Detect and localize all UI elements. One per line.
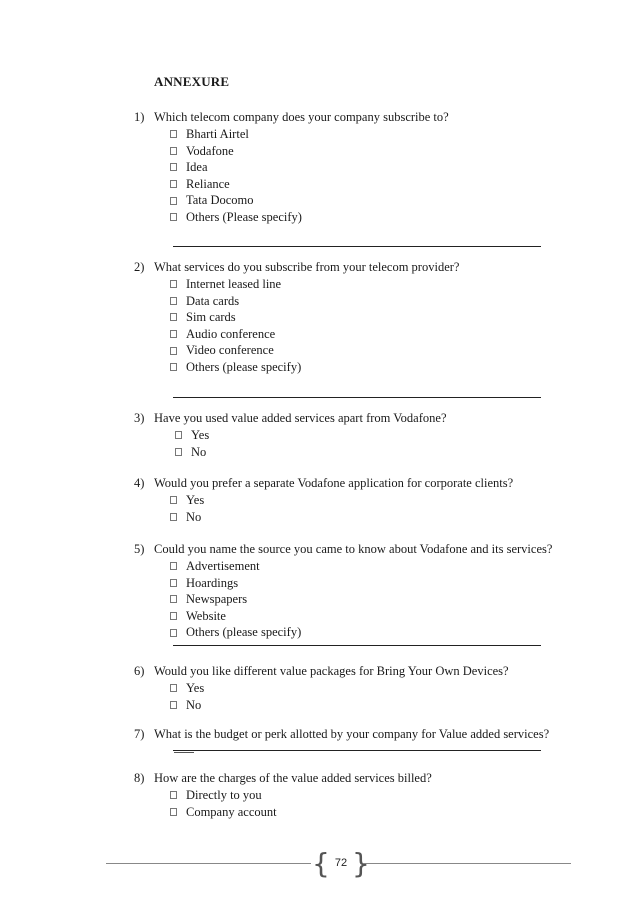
checkbox-icon[interactable] xyxy=(170,313,177,321)
checkbox-icon[interactable] xyxy=(170,147,177,155)
options-q5 xyxy=(170,558,301,641)
option-label: No xyxy=(186,697,202,712)
option[interactable] xyxy=(170,159,302,176)
option[interactable] xyxy=(170,680,204,697)
option-label: Website xyxy=(186,608,226,623)
option[interactable] xyxy=(170,342,301,359)
question-4 xyxy=(134,476,513,491)
checkbox-icon[interactable] xyxy=(170,684,177,692)
option-label: Sim cards xyxy=(186,310,236,325)
answer-line-stub xyxy=(174,752,194,753)
question-number: 2) xyxy=(134,260,145,274)
answer-line[interactable] xyxy=(173,246,541,247)
option[interactable] xyxy=(170,309,301,326)
option[interactable] xyxy=(170,509,204,526)
options-q4 xyxy=(170,492,204,525)
question-number: 3) xyxy=(134,411,145,425)
checkbox-icon[interactable] xyxy=(170,163,177,171)
option[interactable] xyxy=(170,192,302,209)
option-label: Advertisement xyxy=(186,559,260,573)
option-label: Video conference xyxy=(186,343,274,358)
option[interactable] xyxy=(170,575,301,592)
option-label: Bharti Airtel xyxy=(186,127,249,141)
question-8 xyxy=(134,771,432,786)
options-q1 xyxy=(170,126,302,226)
left-brace-icon: { xyxy=(312,847,330,880)
question-number: 4) xyxy=(134,476,145,490)
answer-line[interactable] xyxy=(173,397,541,398)
options-q2 xyxy=(170,276,301,376)
option[interactable] xyxy=(170,176,302,193)
option[interactable] xyxy=(170,126,302,143)
checkbox-icon[interactable] xyxy=(175,448,182,456)
option[interactable] xyxy=(170,558,301,575)
checkbox-icon[interactable] xyxy=(170,808,177,816)
question-number: 8) xyxy=(134,771,145,785)
checkbox-icon[interactable] xyxy=(170,297,177,305)
option[interactable] xyxy=(175,444,209,461)
option-label: Audio conference xyxy=(186,326,276,341)
option[interactable] xyxy=(170,276,301,293)
checkbox-icon[interactable] xyxy=(170,180,177,188)
option[interactable] xyxy=(170,293,301,310)
page-number: 72 xyxy=(334,857,348,869)
option-label: Internet leased line xyxy=(186,277,282,291)
page-title: ANNEXURE xyxy=(154,74,230,89)
question-text: What services do you subscribe from your telecom provider? xyxy=(154,260,460,274)
question-text: Could you name the source you came to know about Vodafone and its services? xyxy=(154,542,553,556)
checkbox-icon[interactable] xyxy=(170,612,177,620)
option-label: Others (please specify) xyxy=(186,625,302,640)
footer-rule-left xyxy=(106,863,311,864)
question-number: 7) xyxy=(134,727,145,741)
option[interactable] xyxy=(170,804,277,821)
option-label: Directly to you xyxy=(186,788,262,802)
question-1 xyxy=(134,110,449,125)
answer-line[interactable] xyxy=(173,750,541,751)
option-label: Idea xyxy=(186,160,208,175)
checkbox-icon[interactable] xyxy=(170,791,177,799)
option-label: Newspapers xyxy=(186,592,248,607)
option-label: Yes xyxy=(186,493,205,507)
checkbox-icon[interactable] xyxy=(170,130,177,138)
checkbox-icon[interactable] xyxy=(170,347,177,355)
option[interactable] xyxy=(170,143,302,160)
question-text: How are the charges of the value added services billed? xyxy=(154,771,432,785)
checkbox-icon[interactable] xyxy=(170,213,177,221)
right-brace-icon: } xyxy=(352,847,370,880)
options-q3 xyxy=(175,427,209,460)
question-2 xyxy=(134,260,459,275)
checkbox-icon[interactable] xyxy=(170,595,177,603)
checkbox-icon[interactable] xyxy=(170,629,177,637)
option-label: No xyxy=(186,509,202,524)
option[interactable] xyxy=(170,359,301,376)
option-label: Others (please specify) xyxy=(186,359,302,374)
option[interactable] xyxy=(175,427,209,444)
checkbox-icon[interactable] xyxy=(170,579,177,587)
question-text: Have you used value added services apart from Vodafone? xyxy=(154,411,447,425)
option[interactable] xyxy=(170,209,302,226)
option-label: Yes xyxy=(191,428,210,442)
options-q6 xyxy=(170,680,204,713)
checkbox-icon[interactable] xyxy=(175,431,182,439)
option-label: No xyxy=(191,444,207,459)
checkbox-icon[interactable] xyxy=(170,280,177,288)
question-number: 6) xyxy=(134,664,145,678)
question-text: Which telecom company does your company subscribe to? xyxy=(154,110,449,124)
checkbox-icon[interactable] xyxy=(170,363,177,371)
options-q8 xyxy=(170,787,277,820)
option[interactable] xyxy=(170,608,301,625)
checkbox-icon[interactable] xyxy=(170,562,177,570)
checkbox-icon[interactable] xyxy=(170,330,177,338)
option-label: Reliance xyxy=(186,176,230,191)
option[interactable] xyxy=(170,624,301,641)
option-label: Tata Docomo xyxy=(186,193,254,208)
checkbox-icon[interactable] xyxy=(170,701,177,709)
option-label: Yes xyxy=(186,681,205,695)
option-label: Company account xyxy=(186,804,277,819)
question-text: Would you prefer a separate Vodafone application for corporate clients? xyxy=(154,476,514,490)
answer-line[interactable] xyxy=(173,645,541,646)
question-text: What is the budget or perk allotted by your company for Value added services? xyxy=(154,727,550,741)
option-label: Data cards xyxy=(186,293,240,308)
option[interactable] xyxy=(170,787,277,804)
question-3 xyxy=(134,411,447,426)
checkbox-icon[interactable] xyxy=(170,197,177,205)
option-label: Vodafone xyxy=(186,143,234,158)
question-text: Would you like different value packages for Bring Your Own Devices? xyxy=(154,664,509,678)
question-7 xyxy=(134,727,549,742)
question-number: 5) xyxy=(134,542,145,556)
option-label: Hoardings xyxy=(186,575,239,590)
question-5 xyxy=(134,542,552,557)
option[interactable] xyxy=(170,326,301,343)
option[interactable] xyxy=(170,591,301,608)
checkbox-icon[interactable] xyxy=(170,513,177,521)
checkbox-icon[interactable] xyxy=(170,496,177,504)
option[interactable] xyxy=(170,492,204,509)
question-number: 1) xyxy=(134,110,145,124)
option-label: Others (Please specify) xyxy=(186,209,302,224)
option[interactable] xyxy=(170,697,204,714)
footer-rule-right xyxy=(363,863,571,864)
question-6 xyxy=(134,664,509,679)
